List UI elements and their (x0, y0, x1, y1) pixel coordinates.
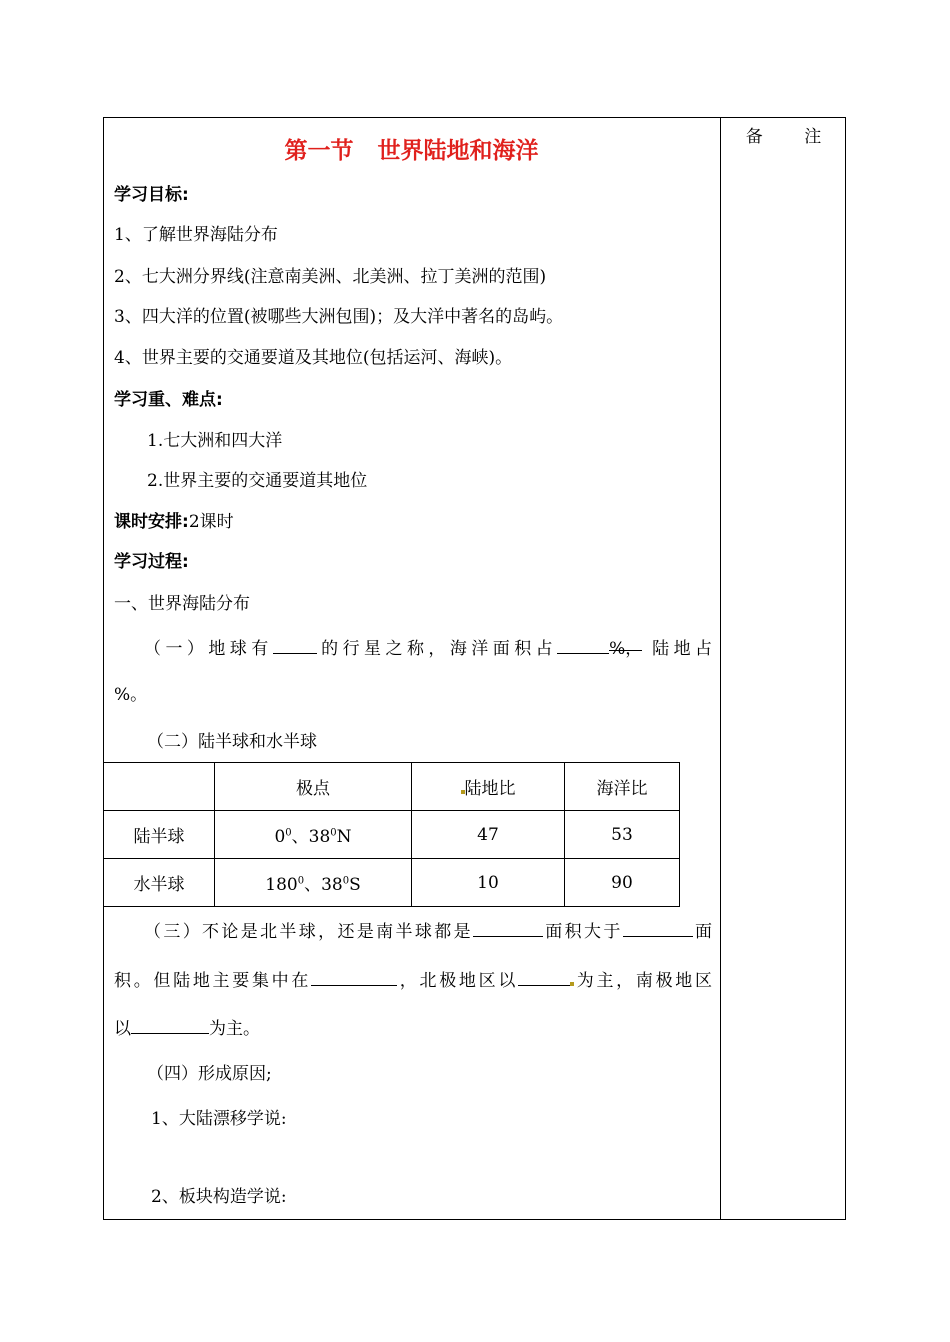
question-1 (114, 634, 712, 659)
process-heading: 学习过程: (114, 552, 189, 572)
hemisphere-table (103, 762, 680, 907)
q3-text-c: 面 (692, 922, 713, 942)
section-heading: 一、世界海陆分布 (114, 594, 250, 614)
objective-item: 3、四大洋的位置(被哪些大洲包围)；及大洋中著名的岛屿。 (114, 307, 564, 327)
q1-continuation: %。 (114, 685, 148, 705)
q1-text-b: 的行星之称，海洋面积占 (316, 639, 558, 659)
pole-cell: $180^0$、$38^0S$ (215, 859, 412, 907)
q3-text-g: 以 (114, 1019, 131, 1039)
hemisphere-name: 陆半球 (104, 811, 215, 859)
schedule-value: 2课时 (188, 512, 234, 532)
q1-text-c: %， (609, 634, 642, 651)
q4-item: 1、大陆漂移学说: (151, 1109, 287, 1129)
ocean-ratio: 90 (565, 859, 680, 907)
q3-text-h: 为主。 (209, 1019, 260, 1039)
question-3-line-2 (114, 966, 712, 991)
answer-blank[interactable] (131, 1017, 209, 1034)
question-3 (114, 917, 712, 942)
keypoint-item: 1.七大洲和四大洋 (147, 431, 283, 451)
q3-text-b: 面积大于 (542, 922, 623, 942)
keypoints-heading: 学习重、难点: (114, 390, 223, 410)
notes-column-header: 备 注 (745, 127, 840, 147)
schedule-label: 课时安排: (114, 512, 189, 532)
ocean-ratio: 53 (565, 811, 680, 859)
table-header-row (104, 763, 680, 811)
q1-text-a: （一）地球有 (144, 639, 273, 659)
table-row (104, 811, 680, 859)
hemisphere-name: 水半球 (104, 859, 215, 907)
q1-text-d: 陆地占 (652, 639, 713, 659)
q3-text-f: 为主，南极地区 (574, 971, 713, 991)
schedule-line (114, 507, 234, 532)
table-header-cell: 海洋比 (565, 763, 680, 811)
answer-blank[interactable] (473, 920, 543, 937)
table-row (104, 859, 680, 907)
table-header-cell (104, 763, 215, 811)
q3-text-e: ，北极地区以 (397, 971, 519, 991)
objectives-heading: 学习目标: (114, 185, 189, 205)
table-header-cell: 极点 (215, 763, 412, 811)
q3-text-d: 积。但陆地主要集中在 (114, 971, 312, 991)
answer-blank[interactable] (623, 920, 693, 937)
notes-column-divider (720, 117, 721, 1220)
q4-item: 2、板块构造学说: (151, 1187, 287, 1207)
q4-heading: （四）形成原因; (147, 1064, 272, 1084)
land-ratio: 10 (412, 859, 565, 907)
answer-blank[interactable] (518, 969, 574, 986)
keypoint-item: 2.世界主要的交通要道其地位 (147, 471, 368, 491)
objective-item: 4、世界主要的交通要道及其地位(包括运河、海峡)。 (114, 348, 513, 368)
table-header-cell (412, 763, 565, 811)
objective-item: 1、了解世界海陆分布 (114, 225, 278, 245)
table-header-text: 陆地比 (464, 779, 516, 799)
answer-blank[interactable] (311, 969, 397, 986)
question-3-line-3 (114, 1014, 260, 1039)
answer-blank[interactable] (557, 637, 609, 654)
q3-text-a: （三）不论是北半球，还是南半球都是 (144, 922, 473, 942)
q2-heading: （二）陆半球和水半球 (147, 732, 317, 752)
objective-item: 2、七大洲分界线(注意南美洲、北美洲、拉丁美洲的范围) (114, 267, 547, 287)
page-title: 第一节 世界陆地和海洋 (284, 138, 539, 164)
answer-blank[interactable] (273, 637, 317, 654)
pole-cell: $0^0$、$38^0N$ (215, 811, 412, 859)
land-ratio: 47 (412, 811, 565, 859)
